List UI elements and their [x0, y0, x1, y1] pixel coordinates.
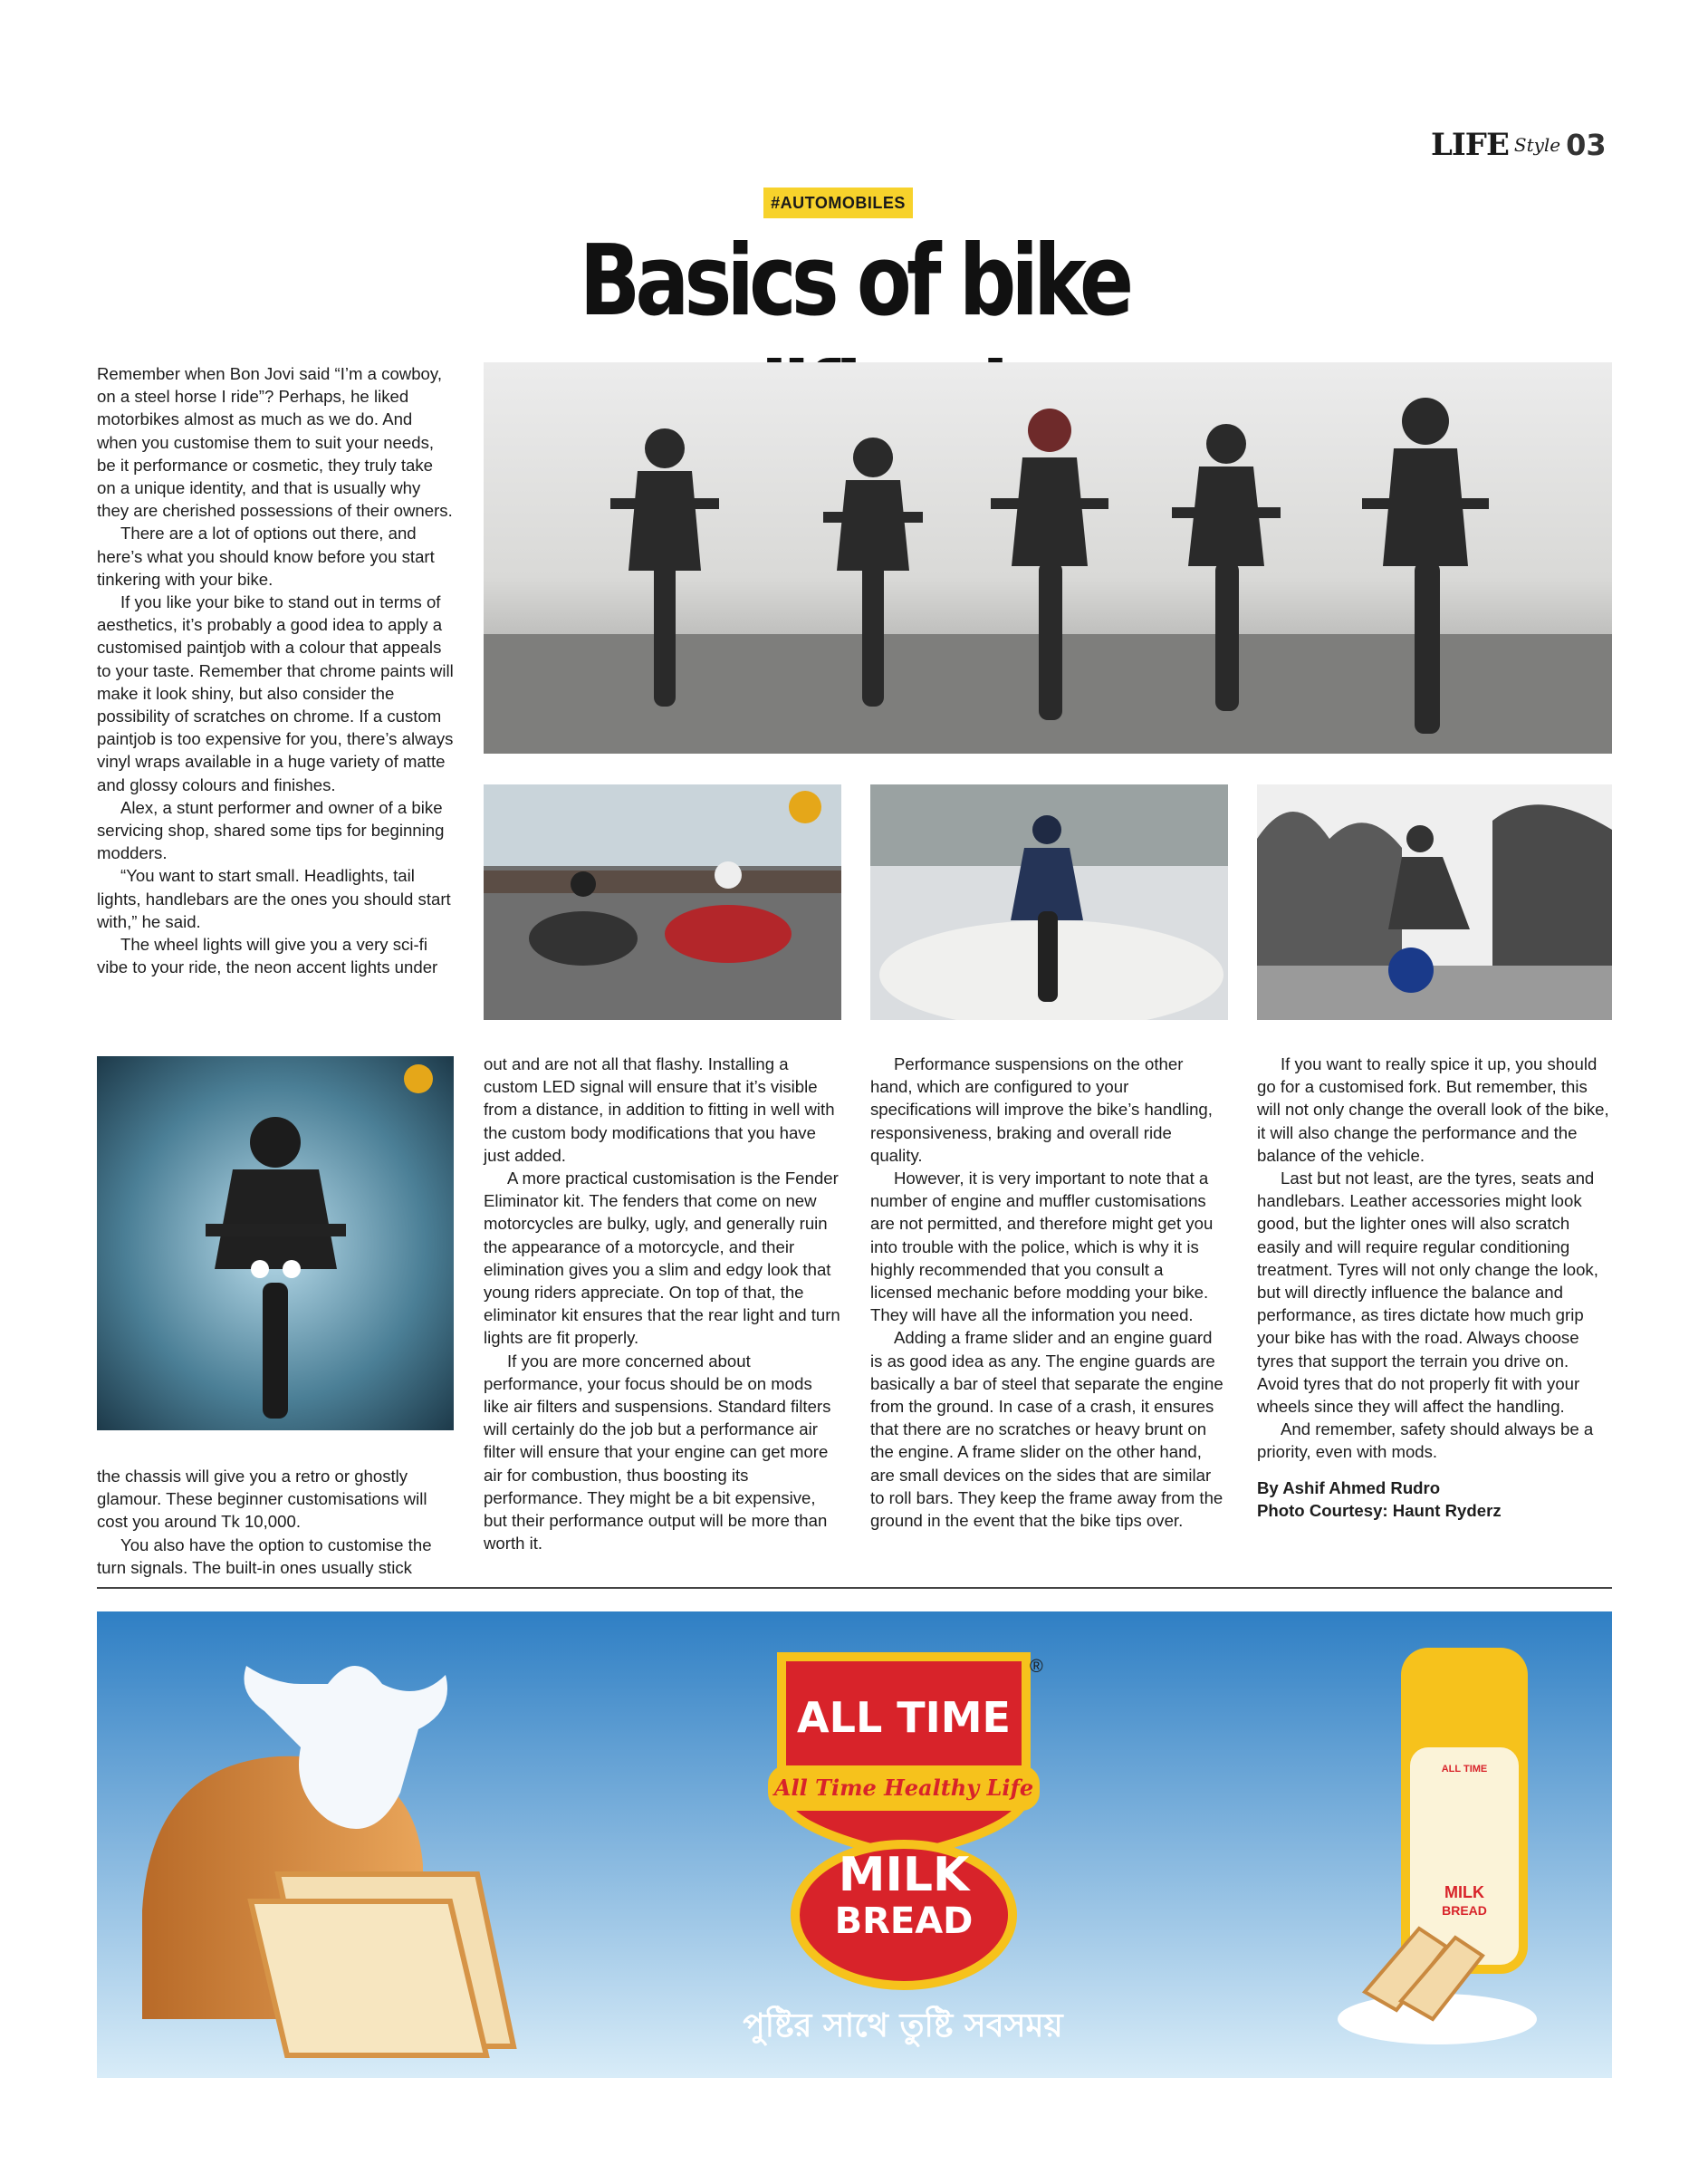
- photo-drift-riders: [484, 784, 841, 1020]
- photo-credit: Photo Courtesy: Haunt Ryderz: [1257, 1500, 1502, 1520]
- ad-registered-mark: ®: [1030, 1657, 1043, 1677]
- divider: [97, 1587, 1612, 1589]
- ad-slogan: All Time Healthy Life: [773, 1775, 1034, 1801]
- ad-product-line2: BREAD: [834, 1900, 974, 1942]
- brand-style: Style: [1513, 134, 1561, 156]
- paragraph: “You want to start small. Headlights, tail lights, handlebars are the ones you should start with,” he said.: [97, 866, 451, 931]
- paragraph: And remember, safety should always be a priority, even with mods.: [1257, 1419, 1594, 1462]
- paragraph: the chassis will give you a retro or ghostly glamour. These beginner customisations will cost you around Tk 10,000.: [97, 1467, 427, 1532]
- ad-pack-product2: BREAD: [1442, 1903, 1487, 1918]
- paragraph: out and are not all that flashy. Installing a custom LED signal will ensure that it’s visible from a distance, in addition to fitting in well with the custom body modifications that you have just added.: [484, 1054, 835, 1165]
- paragraph: If you want to really spice it up, you should go for a customised fork. But remember, this will not only change the overall look of the bike, it will also change the performance and the balance of the vehicle.: [1257, 1054, 1609, 1165]
- headline: Basics of bike: [579, 225, 1129, 338]
- paragraph: Last but not least, are the tyres, seats and handlebars. Leather accessories might look good, but the lighter ones will also scratch easily and will require regular conditioning treatment. Tyres will not only change the look, but will directly influence the balance and performance, as tires dictate how much grip your bike has with the road. Always choose tyres that support the terrain you drive on. Avoid tyres that do not properly fit with your wheels since they will affect the handling.: [1257, 1169, 1598, 1417]
- column-3: [870, 1053, 1228, 1532]
- page-number: 03: [1566, 128, 1607, 162]
- ad-pack-product1: MILK: [1444, 1883, 1484, 1901]
- ad-brand-top: ALL TIME: [797, 1693, 1011, 1742]
- column-4: [1257, 1053, 1612, 1522]
- paragraph: Performance suspensions on the other hand, which are configured to your specifications will improve the bike’s handling, responsiveness, braking and overall ride quality.: [870, 1054, 1213, 1165]
- column-1-top: [97, 362, 454, 978]
- column-1-bottom: [97, 1465, 454, 1579]
- masthead-brand: [1431, 125, 1607, 165]
- paragraph: There are a lot of options out there, and here’s what you should know before you start tinkering with your bike.: [97, 524, 435, 589]
- advertisement-milk-bread: [97, 1611, 1612, 2078]
- ad-pack-brand: ALL TIME: [1441, 1764, 1488, 1775]
- paragraph: If you like your bike to stand out in terms of aesthetics, it’s probably a good idea to apply a customised paintjob with a colour that appeals to your taste. Remember that chrome paints will make it look shiny, but also consider the possibility of scratches on chrome. If a custom paintjob is too expensive for you, there’s always vinyl wraps available in a huge variety of matte and glossy colours and finishes.: [97, 592, 454, 794]
- paragraph: A more practical customisation is the Fender Eliminator kit. The fenders that come on new motorcycles are bulky, ugly, and generally ruin the appearance of a motorcycle, and their elimination gives you a slim and edgy look that young riders appreciate. On top of that, the eliminator kit ensures that the rear light and turn lights are fit properly.: [484, 1169, 840, 1348]
- section-tag: #AUTOMOBILES: [763, 188, 913, 218]
- photo-wheelie: [1257, 784, 1612, 1020]
- paragraph: Remember when Bon Jovi said “I’m a cowboy, on a steel horse I ride”? Perhaps, he liked motorbikes almost as much as we do. And when you customise them to suit your needs, be it performance or cosmetic, they truly take on a unique identity, and that is usually why they are cherished possessions of their owners.: [97, 364, 453, 521]
- paragraph: Alex, a stunt performer and owner of a bike servicing shop, shared some tips for beginning modders.: [97, 797, 445, 863]
- photo-rider-storm: [97, 1056, 454, 1430]
- brand-life: LIFE: [1431, 127, 1509, 163]
- paragraph: However, it is very important to note that a number of engine and muffler customisations are not permitted, and therefore might get you into trouble with the police, which is why it is highly recommended that you consult a licensed mechanic before modding your bike. They will have all the information you need.: [870, 1169, 1214, 1325]
- ad-product-line1: MILK: [838, 1848, 970, 1902]
- main-photo-riders: [484, 362, 1612, 754]
- byline: By Ashif Ahmed Rudro: [1257, 1477, 1441, 1497]
- paragraph: You also have the option to customise the turn signals. The built-in ones usually stick: [97, 1534, 432, 1577]
- photo-burnout: [870, 784, 1228, 1020]
- paragraph: Adding a frame slider and an engine guard is as good idea as any. The engine guards are basically a bar of steel that separate the engine from the ground. In case of a crash, it ensures that there are no scratches or heavy brunt on the engine. A frame slider on the other hand, are small devices on the sides that are similar to roll bars. They keep the frame away from the ground in the event that the bike tips over.: [870, 1328, 1223, 1531]
- column-2: [484, 1053, 841, 1554]
- paragraph: The wheel lights will give you a very sci-fi vibe to your ride, the neon accent lights under: [97, 935, 438, 977]
- paragraph: If you are more concerned about performance, your focus should be on mods like air filters and suspensions. Standard filters will certainly do the job but a performance air filter will ensure that your engine can get more air for combustion, thus boosting its performance. They might be a bit expensive, but their performance output will be more than worth it.: [484, 1351, 831, 1554]
- ad-bengali-tagline: পুষ্টির সাথে তুষ্টি সবসময়: [743, 2007, 1063, 2044]
